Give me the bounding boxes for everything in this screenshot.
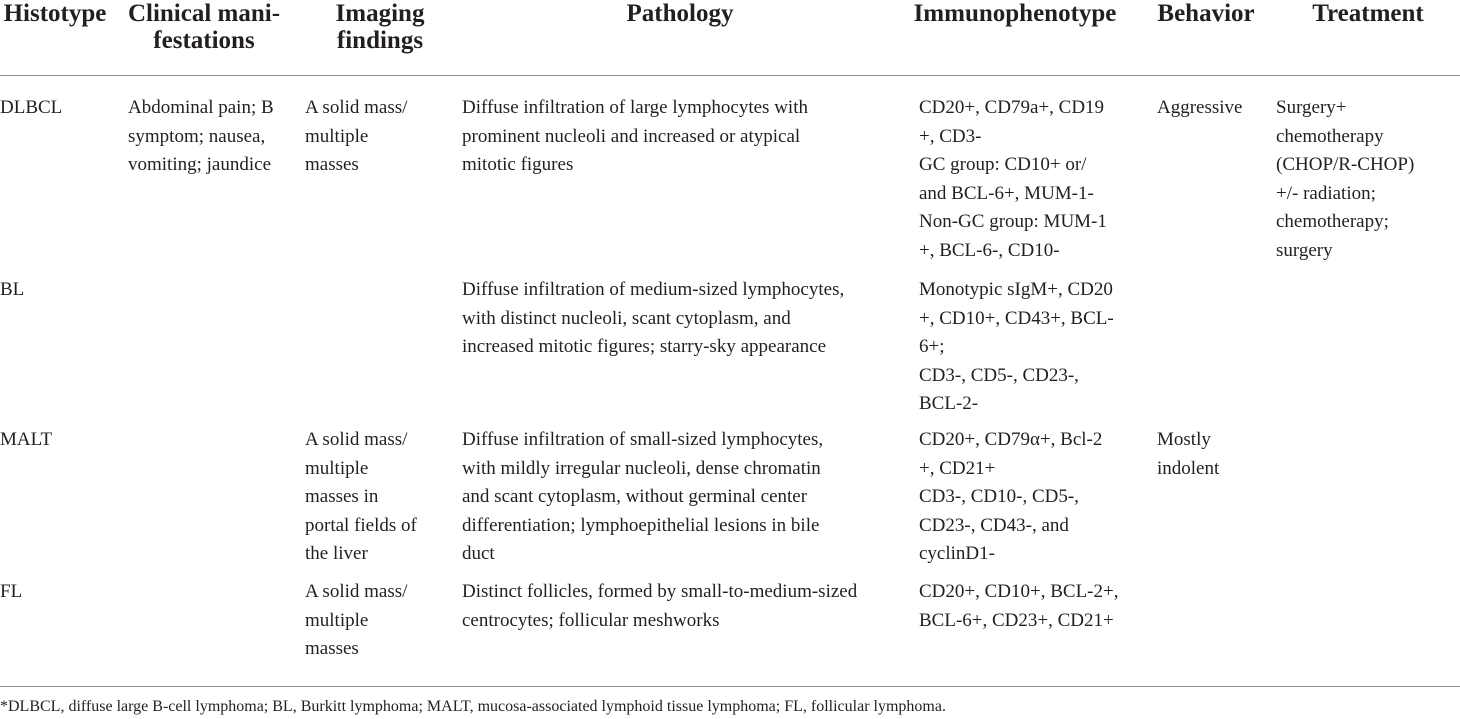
cell-pathology bbox=[462, 578, 857, 635]
header-clinical-manifestations: Clinical mani- festations bbox=[127, 0, 281, 54]
cell-line: masses in bbox=[305, 486, 379, 507]
cell-pathology bbox=[462, 426, 823, 569]
cell-line: BL bbox=[0, 279, 25, 300]
cell-line: Surgery+ bbox=[1276, 97, 1347, 118]
cell-line: CD3-, CD10-, CD5-, bbox=[919, 486, 1079, 507]
cell-line: the liver bbox=[305, 543, 368, 564]
cell-treatment bbox=[1276, 94, 1414, 265]
cell-immunophenotype bbox=[919, 94, 1107, 265]
cell-line: A solid mass/ bbox=[305, 429, 408, 450]
header-pathology: Pathology bbox=[626, 0, 734, 27]
cell-behavior bbox=[1157, 426, 1219, 483]
cell-line: centrocytes; follicular meshworks bbox=[462, 609, 720, 631]
cell-line: Mostly bbox=[1157, 429, 1211, 450]
cell-line: Aggressive bbox=[1157, 97, 1243, 118]
cell-imaging-findings bbox=[305, 578, 407, 664]
header-behavior: Behavior bbox=[1157, 0, 1255, 27]
cell-line: multiple bbox=[305, 125, 369, 147]
cell-line: masses bbox=[305, 154, 359, 175]
cell-line: duct bbox=[462, 543, 495, 564]
cell-line: increased mitotic figures; starry-sky appearance bbox=[462, 336, 827, 357]
cell-line: Monotypic sIgM+, CD20 bbox=[919, 279, 1113, 300]
cell-line: indolent bbox=[1157, 457, 1220, 479]
cell-line: +, CD10+, CD43+, BCL- bbox=[919, 307, 1114, 329]
cell-line: differentiation; lymphoepithelial lesions in bile bbox=[462, 514, 820, 536]
cell-line: +, CD3- bbox=[919, 125, 982, 147]
cell-immunophenotype bbox=[919, 276, 1114, 419]
cell-line: multiple bbox=[305, 609, 369, 631]
cell-imaging-findings bbox=[305, 426, 417, 569]
cell-line: A solid mass/ bbox=[305, 581, 408, 602]
cell-histotype bbox=[0, 276, 24, 305]
cell-line: Non-GC group: MUM-1 bbox=[919, 211, 1107, 232]
cell-line: Diffuse infiltration of large lymphocytes with bbox=[462, 97, 808, 118]
cell-line: 6+; bbox=[919, 336, 945, 357]
cell-line: chemotherapy bbox=[1276, 125, 1384, 147]
cell-line: Diffuse infiltration of small-sized lymphocytes, bbox=[462, 429, 824, 450]
cell-line: with distinct nucleoli, scant cytoplasm, and bbox=[462, 307, 791, 329]
table-footnote: *DLBCL, diffuse large B-cell lymphoma; BL, Burkitt lymphoma; MALT, mucosa-associated lymphoid tissue lymphoma; FL, follicular lymphoma. bbox=[0, 698, 946, 715]
cell-pathology bbox=[462, 276, 844, 362]
cell-line: chemotherapy; bbox=[1276, 211, 1389, 232]
header-imaging-findings: Imaging findings bbox=[335, 0, 425, 54]
cell-line: symptom; nausea, bbox=[128, 125, 266, 147]
cell-line: Diffuse infiltration of medium-sized lymphocytes, bbox=[462, 279, 845, 300]
cell-line: CD20+, CD79a+, CD19 bbox=[919, 97, 1105, 118]
header-treatment: Treatment bbox=[1312, 0, 1424, 27]
header-rule bbox=[0, 75, 1460, 76]
cell-line: CD3-, CD5-, CD23-, bbox=[919, 364, 1079, 386]
cell-behavior bbox=[1157, 94, 1242, 123]
cell-line: with mildly irregular nucleoli, dense chromatin bbox=[462, 457, 821, 479]
cell-line: GC group: CD10+ or/ bbox=[919, 154, 1087, 175]
cell-line: multiple bbox=[305, 457, 369, 479]
cell-line: FL bbox=[0, 581, 23, 602]
cell-line: masses bbox=[305, 638, 359, 659]
cell-line: MALT bbox=[0, 429, 53, 450]
cell-imaging-findings bbox=[305, 94, 407, 180]
cell-line: mitotic figures bbox=[462, 154, 574, 175]
cell-line: surgery bbox=[1276, 239, 1333, 261]
cell-line: BCL-6+, CD23+, CD21+ bbox=[919, 609, 1114, 631]
cell-line: CD20+, CD10+, BCL-2+, bbox=[919, 581, 1119, 602]
cell-line: cyclinD1- bbox=[919, 543, 995, 564]
cell-line: and scant cytoplasm, without germinal center bbox=[462, 486, 808, 507]
cell-pathology bbox=[462, 94, 808, 180]
cell-line: CD20+, CD79α+, Bcl-2 bbox=[919, 429, 1103, 450]
cell-line: and BCL-6+, MUM-1- bbox=[919, 182, 1094, 204]
cell-line: +, CD21+ bbox=[919, 457, 996, 479]
cell-line: BCL-2- bbox=[919, 393, 979, 414]
cell-immunophenotype bbox=[919, 426, 1102, 569]
cell-clinical-manifestations bbox=[128, 94, 274, 180]
header-immunophenotype: Immunophenotype bbox=[913, 0, 1117, 27]
cell-histotype bbox=[0, 578, 22, 607]
cell-line: (CHOP/R-CHOP) bbox=[1276, 154, 1415, 175]
bottom-rule bbox=[0, 686, 1460, 687]
cell-line: DLBCL bbox=[0, 97, 63, 118]
header-histotype: Histotype bbox=[3, 0, 107, 27]
cell-line: Abdominal pain; B bbox=[128, 97, 274, 118]
cell-line: A solid mass/ bbox=[305, 97, 408, 118]
cell-histotype bbox=[0, 426, 52, 455]
cell-line: prominent nucleoli and increased or atypical bbox=[462, 125, 801, 147]
cell-immunophenotype bbox=[919, 578, 1118, 635]
cell-line: Distinct follicles, formed by small-to-medium-sized bbox=[462, 581, 858, 602]
cell-line: CD23-, CD43-, and bbox=[919, 514, 1069, 536]
cell-line: portal fields of bbox=[305, 514, 417, 536]
cell-histotype bbox=[0, 94, 62, 123]
cell-line: +/- radiation; bbox=[1276, 182, 1376, 204]
cell-line: vomiting; jaundice bbox=[128, 154, 272, 175]
cell-line: +, BCL-6-, CD10- bbox=[919, 239, 1060, 261]
